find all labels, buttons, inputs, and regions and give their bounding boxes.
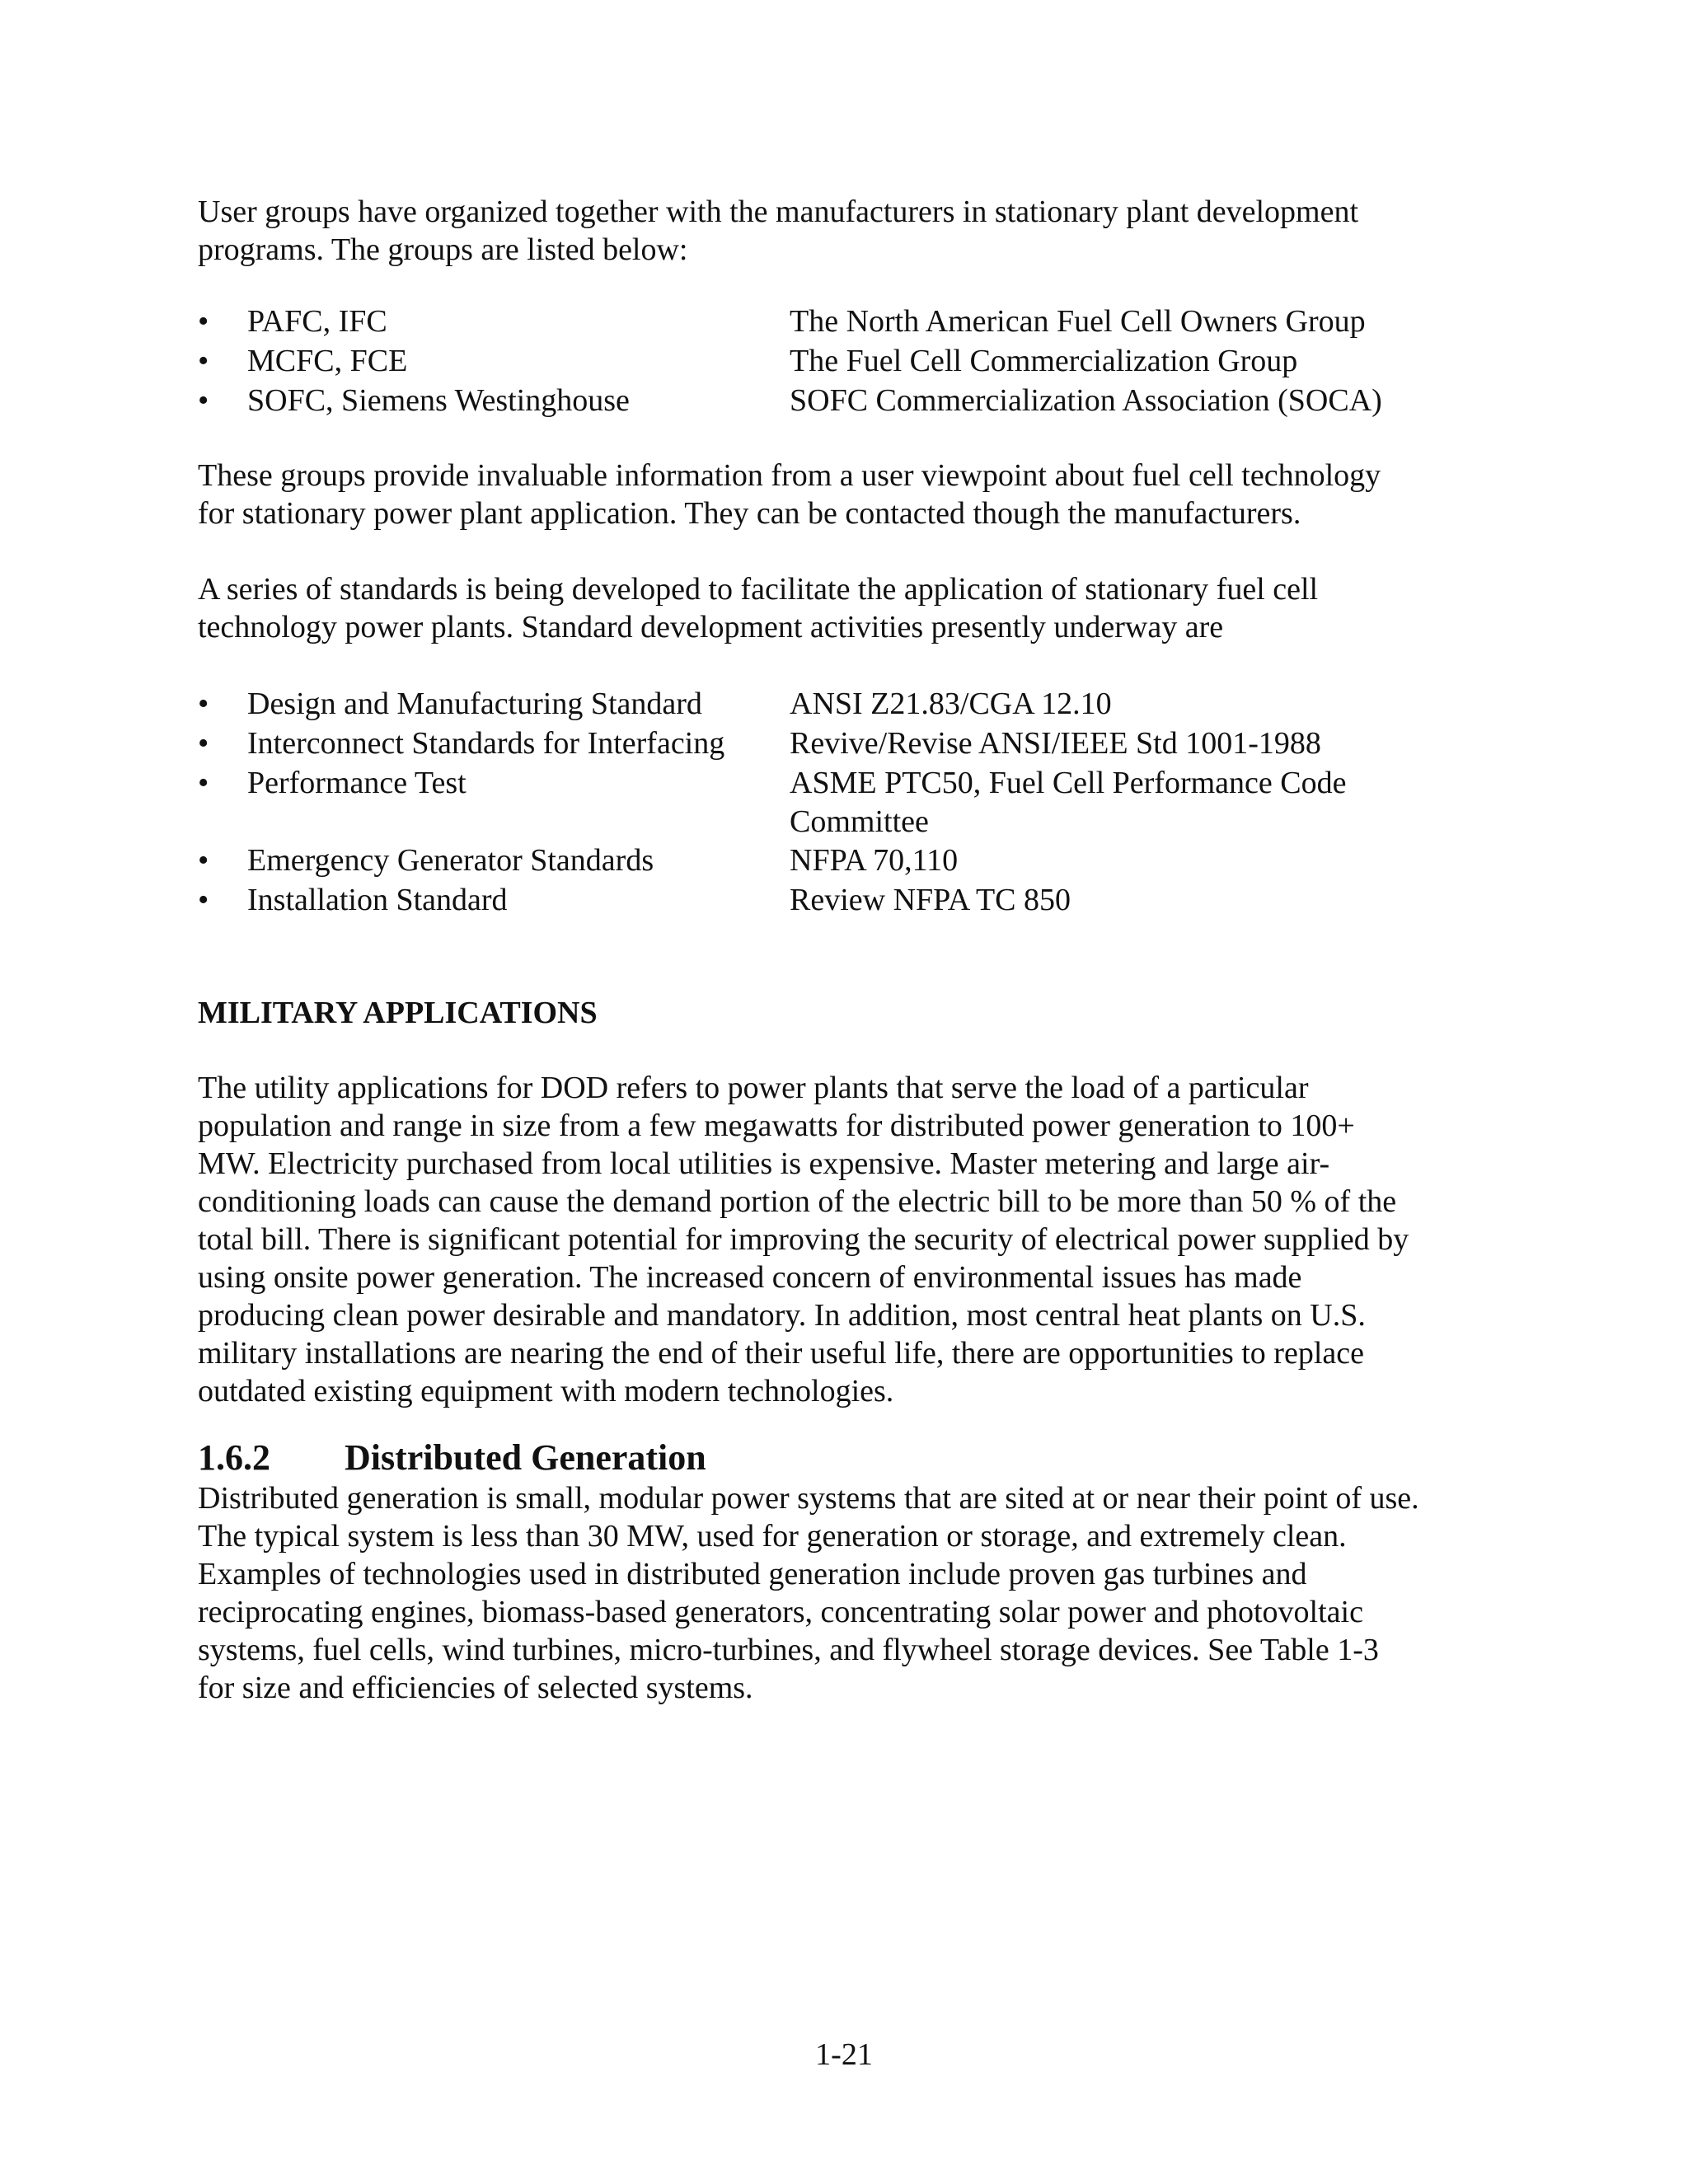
text-line: outdated existing equipment with modern technologies. <box>198 1374 894 1408</box>
text-line: Distributed generation is small, modular power systems that are sited at or near their point of use. <box>198 1481 1419 1516</box>
bullet: • <box>198 304 209 339</box>
text-line: A series of standards is being developed to facilitate the application of stationary fuel cell <box>198 572 1319 607</box>
list-item <box>198 724 1484 763</box>
groups-paragraph <box>198 457 1484 532</box>
bullet: • <box>198 843 209 878</box>
bullet: • <box>198 344 209 378</box>
list-item <box>198 302 1484 341</box>
list-item <box>198 341 1484 381</box>
list-item-label: Installation Standard <box>247 883 508 917</box>
text-line: for size and efficiencies of selected systems. <box>198 1671 753 1705</box>
page-number: 1-21 <box>815 2037 873 2072</box>
standards-intro-paragraph <box>198 570 1484 646</box>
list-item-value-continued: Committee <box>790 804 929 839</box>
text-line: producing clean power desirable and mandatory. In addition, most central heat plants on U.S. <box>198 1298 1366 1333</box>
section-title: Distributed Generation <box>345 1437 706 1478</box>
text-line: The utility applications for DOD refers to power plants that serve the load of a particular <box>198 1071 1309 1105</box>
text-line: military installations are nearing the end of their useful life, there are opportunities to replace <box>198 1336 1364 1371</box>
list-item-value: Review NFPA TC 850 <box>790 883 1071 917</box>
list-item-label: MCFC, FCE <box>247 344 408 378</box>
list-item <box>198 684 1484 724</box>
list-item-label: PAFC, IFC <box>247 304 387 339</box>
military-paragraph <box>198 1069 1484 1410</box>
text-line: total bill. There is significant potential for improving the security of electrical power supplied by <box>198 1222 1409 1257</box>
document-page <box>198 193 1484 1707</box>
list-item-value: ASME PTC50, Fuel Cell Performance Code <box>790 766 1347 800</box>
text-line: The typical system is less than 30 MW, used for generation or storage, and extremely clean. <box>198 1519 1347 1554</box>
section-number: 1.6.2 <box>198 1437 270 1478</box>
standards-list <box>198 684 1484 920</box>
bullet: • <box>198 726 209 761</box>
section-heading <box>198 1436 1484 1479</box>
bullet: • <box>198 687 209 721</box>
list-item <box>198 763 1484 841</box>
list-item <box>198 880 1484 920</box>
list-item-label: Design and Manufacturing Standard <box>247 687 702 721</box>
text-line: These groups provide invaluable information from a user viewpoint about fuel cell technology <box>198 458 1381 493</box>
user-groups-list <box>198 302 1484 420</box>
military-heading: MILITARY APPLICATIONS <box>198 996 598 1030</box>
text-line: conditioning loads can cause the demand portion of the electric bill to be more than 50 % of the <box>198 1184 1397 1219</box>
list-item <box>198 841 1484 880</box>
list-item-value: Revive/Revise ANSI/IEEE Std 1001-1988 <box>790 726 1321 761</box>
list-item-label: Performance Test <box>247 766 467 800</box>
text-line: programs. The groups are listed below: <box>198 232 688 267</box>
text-line: User groups have organized together with the manufacturers in stationary plant development <box>198 194 1359 229</box>
text-line: reciprocating engines, biomass-based generators, concentrating solar power and photovoltaic <box>198 1595 1363 1629</box>
list-item <box>198 381 1484 420</box>
distributed-paragraph <box>198 1479 1484 1707</box>
list-item-value: The North American Fuel Cell Owners Group <box>790 304 1366 339</box>
text-line: using onsite power generation. The increased concern of environmental issues has made <box>198 1260 1302 1295</box>
text-line: technology power plants. Standard development activities presently underway are <box>198 610 1224 644</box>
list-item-value: ANSI Z21.83/CGA 12.10 <box>790 687 1112 721</box>
text-line: MW. Electricity purchased from local utilities is expensive. Master metering and large air- <box>198 1146 1330 1181</box>
list-item-label: Emergency Generator Standards <box>247 843 654 878</box>
list-item-value: The Fuel Cell Commercialization Group <box>790 344 1298 378</box>
list-item-label: Interconnect Standards for Interfacing <box>247 726 725 761</box>
text-line: for stationary power plant application. They can be contacted though the manufacturers. <box>198 496 1301 531</box>
text-line: systems, fuel cells, wind turbines, micro-turbines, and flywheel storage devices. See Table 1-3 <box>198 1633 1379 1667</box>
bullet: • <box>198 883 209 917</box>
bullet: • <box>198 383 209 418</box>
bullet: • <box>198 766 209 800</box>
list-item-value: NFPA 70,110 <box>790 843 959 878</box>
text-line: Examples of technologies used in distributed generation include proven gas turbines and <box>198 1557 1307 1591</box>
list-item-label: SOFC, Siemens Westinghouse <box>247 383 630 418</box>
list-item-value: SOFC Commercialization Association (SOCA) <box>790 383 1382 418</box>
text-line: population and range in size from a few megawatts for distributed power generation to 100+ <box>198 1108 1355 1143</box>
intro-paragraph <box>198 193 1484 269</box>
